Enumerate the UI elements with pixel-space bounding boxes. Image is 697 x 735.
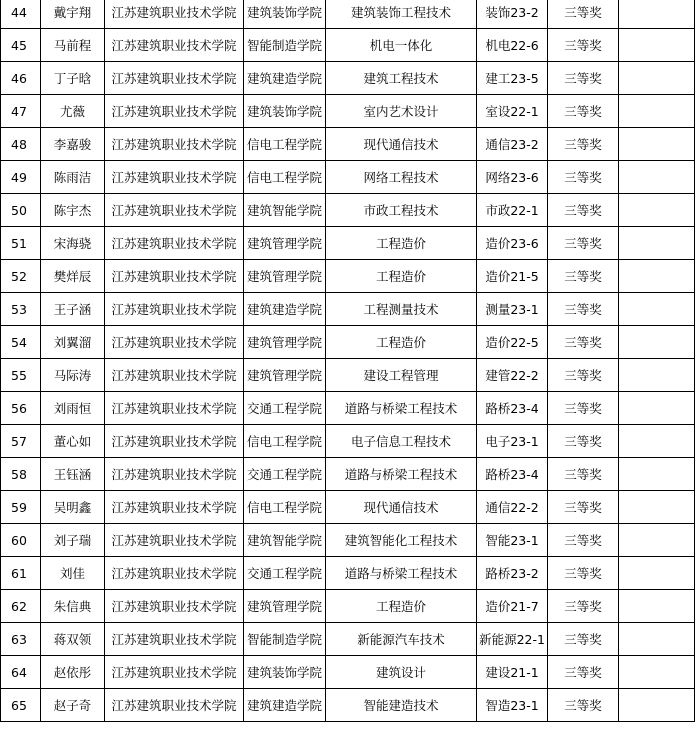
row-number-cell: 52 [1, 260, 41, 293]
row-number-cell: 57 [1, 425, 41, 458]
empty-cell [619, 689, 695, 722]
school-cell: 江苏建筑职业技术学院 [105, 590, 244, 623]
award-cell: 三等奖 [548, 260, 619, 293]
student-name-cell: 戴宇翔 [41, 0, 105, 29]
student-name-cell: 陈雨洁 [41, 161, 105, 194]
college-cell: 建筑装饰学院 [244, 0, 326, 29]
award-cell: 三等奖 [548, 194, 619, 227]
student-name-cell: 朱信典 [41, 590, 105, 623]
row-number-cell: 65 [1, 689, 41, 722]
award-cell: 三等奖 [548, 29, 619, 62]
school-cell: 江苏建筑职业技术学院 [105, 392, 244, 425]
table-row [1, 689, 695, 722]
award-cell: 三等奖 [548, 0, 619, 29]
table-row [1, 623, 695, 656]
class-cell: 建管22-2 [477, 359, 548, 392]
major-cell: 电子信息工程技术 [326, 425, 477, 458]
row-number-cell: 59 [1, 491, 41, 524]
student-name-cell: 刘雨恒 [41, 392, 105, 425]
award-cell: 三等奖 [548, 326, 619, 359]
student-name-cell: 赵依彤 [41, 656, 105, 689]
empty-cell [619, 260, 695, 293]
class-cell: 新能源22-1 [477, 623, 548, 656]
major-cell: 市政工程技术 [326, 194, 477, 227]
table-row [1, 392, 695, 425]
college-cell: 智能制造学院 [244, 623, 326, 656]
award-cell: 三等奖 [548, 590, 619, 623]
class-cell: 造价21-5 [477, 260, 548, 293]
award-cell: 三等奖 [548, 689, 619, 722]
award-cell: 三等奖 [548, 491, 619, 524]
table-row [1, 0, 695, 29]
row-number-cell: 49 [1, 161, 41, 194]
student-name-cell: 马前程 [41, 29, 105, 62]
row-number-cell: 45 [1, 29, 41, 62]
major-cell: 工程造价 [326, 260, 477, 293]
row-number-cell: 44 [1, 0, 41, 29]
student-name-cell: 马际涛 [41, 359, 105, 392]
class-cell: 电子23-1 [477, 425, 548, 458]
college-cell: 智能制造学院 [244, 29, 326, 62]
major-cell: 新能源汽车技术 [326, 623, 477, 656]
college-cell: 交通工程学院 [244, 458, 326, 491]
award-cell: 三等奖 [548, 62, 619, 95]
award-cell: 三等奖 [548, 623, 619, 656]
row-number-cell: 60 [1, 524, 41, 557]
college-cell: 建筑智能学院 [244, 524, 326, 557]
award-cell: 三等奖 [548, 392, 619, 425]
school-cell: 江苏建筑职业技术学院 [105, 656, 244, 689]
award-cell: 三等奖 [548, 95, 619, 128]
award-cell: 三等奖 [548, 293, 619, 326]
class-cell: 通信22-2 [477, 491, 548, 524]
empty-cell [619, 0, 695, 29]
empty-cell [619, 623, 695, 656]
school-cell: 江苏建筑职业技术学院 [105, 458, 244, 491]
empty-cell [619, 62, 695, 95]
row-number-cell: 63 [1, 623, 41, 656]
table-row [1, 95, 695, 128]
row-number-cell: 56 [1, 392, 41, 425]
row-number-cell: 58 [1, 458, 41, 491]
student-name-cell: 吴明鑫 [41, 491, 105, 524]
row-number-cell: 46 [1, 62, 41, 95]
empty-cell [619, 425, 695, 458]
school-cell: 江苏建筑职业技术学院 [105, 359, 244, 392]
row-number-cell: 64 [1, 656, 41, 689]
table-body [1, 0, 695, 722]
school-cell: 江苏建筑职业技术学院 [105, 227, 244, 260]
row-number-cell: 54 [1, 326, 41, 359]
table-row [1, 557, 695, 590]
empty-cell [619, 326, 695, 359]
award-cell: 三等奖 [548, 656, 619, 689]
empty-cell [619, 656, 695, 689]
row-number-cell: 62 [1, 590, 41, 623]
class-cell: 市政22-1 [477, 194, 548, 227]
major-cell: 现代通信技术 [326, 491, 477, 524]
table-row [1, 62, 695, 95]
empty-cell [619, 95, 695, 128]
class-cell: 路桥23-4 [477, 458, 548, 491]
student-name-cell: 刘佳 [41, 557, 105, 590]
table-row [1, 524, 695, 557]
empty-cell [619, 194, 695, 227]
empty-cell [619, 458, 695, 491]
table-row [1, 194, 695, 227]
class-cell: 造价21-7 [477, 590, 548, 623]
empty-cell [619, 161, 695, 194]
major-cell: 机电一体化 [326, 29, 477, 62]
school-cell: 江苏建筑职业技术学院 [105, 491, 244, 524]
empty-cell [619, 557, 695, 590]
major-cell: 道路与桥梁工程技术 [326, 458, 477, 491]
table-row [1, 128, 695, 161]
school-cell: 江苏建筑职业技术学院 [105, 161, 244, 194]
major-cell: 建筑工程技术 [326, 62, 477, 95]
class-cell: 路桥23-4 [477, 392, 548, 425]
college-cell: 建筑管理学院 [244, 359, 326, 392]
college-cell: 建筑建造学院 [244, 293, 326, 326]
award-cell: 三等奖 [548, 557, 619, 590]
award-cell: 三等奖 [548, 359, 619, 392]
class-cell: 智造23-1 [477, 689, 548, 722]
college-cell: 信电工程学院 [244, 425, 326, 458]
college-cell: 建筑装饰学院 [244, 95, 326, 128]
student-name-cell: 蒋双领 [41, 623, 105, 656]
class-cell: 造价23-6 [477, 227, 548, 260]
major-cell: 工程造价 [326, 326, 477, 359]
empty-cell [619, 227, 695, 260]
student-name-cell: 赵子奇 [41, 689, 105, 722]
college-cell: 建筑管理学院 [244, 227, 326, 260]
major-cell: 建筑装饰工程技术 [326, 0, 477, 29]
student-name-cell: 王钰涵 [41, 458, 105, 491]
college-cell: 建筑管理学院 [244, 326, 326, 359]
table-row [1, 161, 695, 194]
student-name-cell: 尤薇 [41, 95, 105, 128]
college-cell: 建筑智能学院 [244, 194, 326, 227]
major-cell: 智能建造技术 [326, 689, 477, 722]
major-cell: 建筑智能化工程技术 [326, 524, 477, 557]
student-name-cell: 丁子晗 [41, 62, 105, 95]
class-cell: 建设21-1 [477, 656, 548, 689]
class-cell: 智能23-1 [477, 524, 548, 557]
award-cell: 三等奖 [548, 524, 619, 557]
college-cell: 交通工程学院 [244, 557, 326, 590]
row-number-cell: 48 [1, 128, 41, 161]
empty-cell [619, 29, 695, 62]
table-row [1, 425, 695, 458]
college-cell: 建筑管理学院 [244, 590, 326, 623]
row-number-cell: 53 [1, 293, 41, 326]
college-cell: 信电工程学院 [244, 128, 326, 161]
school-cell: 江苏建筑职业技术学院 [105, 62, 244, 95]
table-row [1, 293, 695, 326]
major-cell: 室内艺术设计 [326, 95, 477, 128]
table-row [1, 590, 695, 623]
table-row [1, 656, 695, 689]
empty-cell [619, 491, 695, 524]
class-cell: 网络23-6 [477, 161, 548, 194]
award-cell: 三等奖 [548, 458, 619, 491]
student-name-cell: 刘翼溜 [41, 326, 105, 359]
class-cell: 建工23-5 [477, 62, 548, 95]
major-cell: 工程造价 [326, 590, 477, 623]
table-row [1, 227, 695, 260]
award-cell: 三等奖 [548, 161, 619, 194]
empty-cell [619, 590, 695, 623]
school-cell: 江苏建筑职业技术学院 [105, 0, 244, 29]
college-cell: 建筑装饰学院 [244, 656, 326, 689]
school-cell: 江苏建筑职业技术学院 [105, 524, 244, 557]
school-cell: 江苏建筑职业技术学院 [105, 260, 244, 293]
class-cell: 测量23-1 [477, 293, 548, 326]
empty-cell [619, 359, 695, 392]
table-row [1, 359, 695, 392]
table-row [1, 491, 695, 524]
school-cell: 江苏建筑职业技术学院 [105, 689, 244, 722]
school-cell: 江苏建筑职业技术学院 [105, 326, 244, 359]
student-name-cell: 陈宇杰 [41, 194, 105, 227]
class-cell: 装饰23-2 [477, 0, 548, 29]
major-cell: 道路与桥梁工程技术 [326, 392, 477, 425]
major-cell: 工程测量技术 [326, 293, 477, 326]
college-cell: 建筑建造学院 [244, 689, 326, 722]
row-number-cell: 47 [1, 95, 41, 128]
student-name-cell: 李嘉骏 [41, 128, 105, 161]
school-cell: 江苏建筑职业技术学院 [105, 95, 244, 128]
school-cell: 江苏建筑职业技术学院 [105, 29, 244, 62]
student-name-cell: 刘子瑞 [41, 524, 105, 557]
table-row [1, 326, 695, 359]
table-row [1, 29, 695, 62]
major-cell: 现代通信技术 [326, 128, 477, 161]
major-cell: 建筑设计 [326, 656, 477, 689]
school-cell: 江苏建筑职业技术学院 [105, 128, 244, 161]
award-cell: 三等奖 [548, 425, 619, 458]
college-cell: 信电工程学院 [244, 491, 326, 524]
row-number-cell: 55 [1, 359, 41, 392]
student-name-cell: 董心如 [41, 425, 105, 458]
class-cell: 通信23-2 [477, 128, 548, 161]
major-cell: 工程造价 [326, 227, 477, 260]
row-number-cell: 61 [1, 557, 41, 590]
class-cell: 机电22-6 [477, 29, 548, 62]
empty-cell [619, 128, 695, 161]
row-number-cell: 50 [1, 194, 41, 227]
major-cell: 网络工程技术 [326, 161, 477, 194]
class-cell: 造价22-5 [477, 326, 548, 359]
college-cell: 交通工程学院 [244, 392, 326, 425]
empty-cell [619, 524, 695, 557]
school-cell: 江苏建筑职业技术学院 [105, 557, 244, 590]
class-cell: 室设22-1 [477, 95, 548, 128]
school-cell: 江苏建筑职业技术学院 [105, 293, 244, 326]
table-row [1, 260, 695, 293]
table-row [1, 458, 695, 491]
empty-cell [619, 293, 695, 326]
school-cell: 江苏建筑职业技术学院 [105, 194, 244, 227]
college-cell: 建筑管理学院 [244, 260, 326, 293]
major-cell: 建设工程管理 [326, 359, 477, 392]
empty-cell [619, 392, 695, 425]
school-cell: 江苏建筑职业技术学院 [105, 623, 244, 656]
student-name-cell: 王子涵 [41, 293, 105, 326]
student-name-cell: 宋海骁 [41, 227, 105, 260]
college-cell: 建筑建造学院 [244, 62, 326, 95]
award-cell: 三等奖 [548, 227, 619, 260]
major-cell: 道路与桥梁工程技术 [326, 557, 477, 590]
school-cell: 江苏建筑职业技术学院 [105, 425, 244, 458]
college-cell: 信电工程学院 [244, 161, 326, 194]
student-name-cell: 樊烊辰 [41, 260, 105, 293]
row-number-cell: 51 [1, 227, 41, 260]
award-cell: 三等奖 [548, 128, 619, 161]
class-cell: 路桥23-2 [477, 557, 548, 590]
